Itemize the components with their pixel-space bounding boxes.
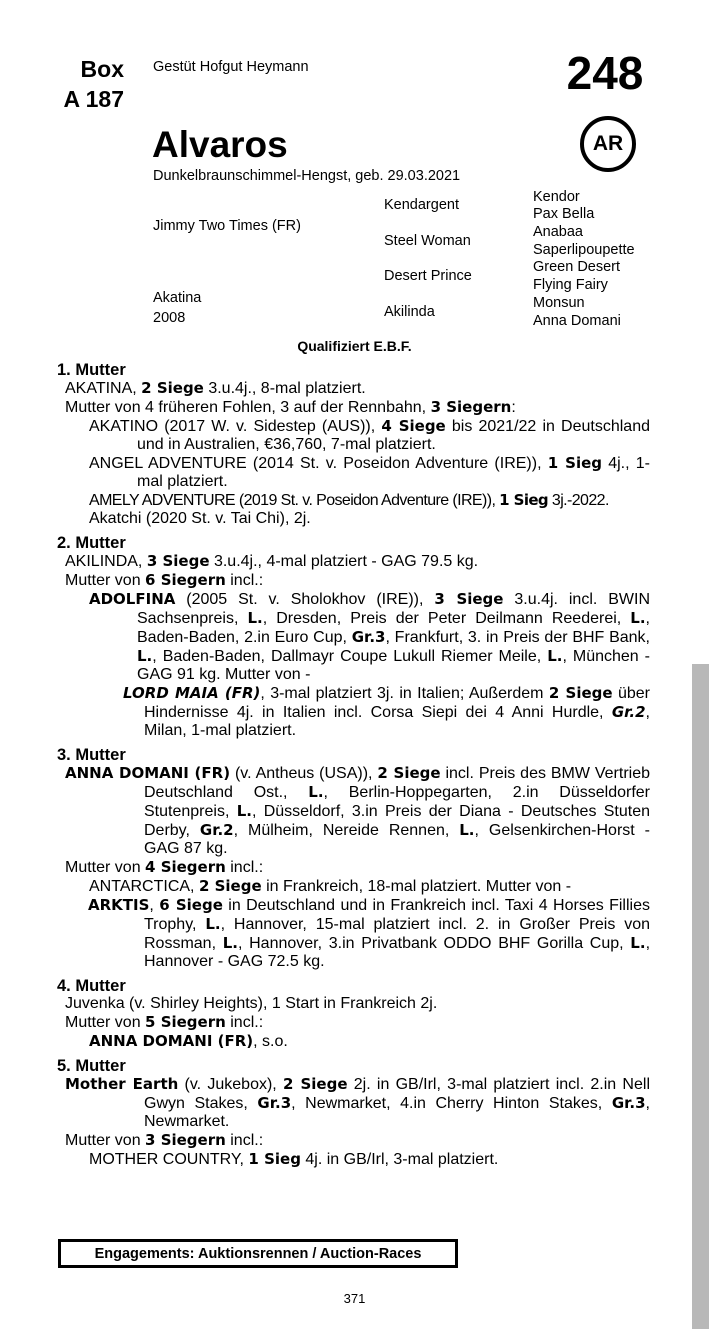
produce-entry: ANNA DOMANI (FR), s.o. (89, 1032, 288, 1050)
dam-record: AKILINDA, 3 Siege 3.u.4j., 4-mal platziert - GAG 79.5 kg. (65, 552, 479, 570)
produce-entry: ARKTIS, 6 Siege in Deutschland und in Frankreich incl. Taxi 4 Horses Fillies Trophy, L., Hannover, 15-mal platziert incl. 2. in Großer Preis von Rossman, L., Hannover, 3.in Privatbank ODDO BHF Gorilla Cup, L., Hannover - GAG 72.5 kg. (88, 896, 651, 970)
produce-summary: Mutter von 4 früheren Fohlen, 3 auf der Rennbahn, 3 Siegern: (65, 398, 516, 416)
page-number: 371 (343, 1291, 366, 1306)
section-1-mutter (57, 361, 650, 528)
dam-record: ANNA DOMANI (FR) (v. Antheus (USA)), 2 Siege incl. Preis des BMW Vertrieb Deutschland Ost., L., Berlin-Hoppegarten, 2.in Düsseldorfer Stutenpreis, L., Düsseldorf, 3.in Preis der Diana - Deutsches Stuten Derby, Gr.2, Mülheim, Nereide Rennen, L., Gelsenkirchen-Horst - GAG 87 kg. (65, 764, 651, 857)
section-title: 4. Mutter (57, 977, 126, 995)
dam-record: AKATINA, 2 Siege 3.u.4j., 8-mal platziert. (65, 379, 366, 397)
dam-record: Mother Earth (v. Jukebox), 2 Siege 2j. in GB/Irl, 3-mal platziert incl. 2.in Nell Gwyn Stakes, Gr.3, Newmarket, 4.in Cherry Hinton Stakes, Gr.3, Newmarket. (65, 1075, 650, 1130)
produce-entry: LORD MAIA (FR), 3-mal platziert 3j. in Italien; Außerdem 2 Siege über Hindernisse 4j. in Italien incl. Corsa Siepi dei 4 Anni Hurdle, Gr.2, Milan, 1-mal platziert. (123, 684, 650, 739)
pedigree-great-grandparent: Anabaa (533, 224, 583, 240)
pedigree-grandparent: Kendargent (384, 197, 459, 213)
breeder: Gestüt Hofgut Heymann (153, 59, 309, 75)
horse-name: Alvaros (152, 124, 288, 165)
section-2-mutter (57, 534, 650, 740)
dam-record: Juvenka (v. Shirley Heights), 1 Start in Frankreich 2j. (65, 995, 438, 1012)
produce-entry: AMELY ADVENTURE (2019 St. v. Poseidon Adventure (IRE)), 1 Sieg 3j.-2022. (89, 491, 609, 509)
pedigree-great-grandparent: Pax Bella (533, 206, 595, 222)
ar-badge-icon (580, 116, 636, 172)
pedigree-dam-year: 2008 (153, 310, 186, 326)
lot-number: 248 (566, 47, 644, 99)
box-line1: Box (80, 56, 124, 82)
engagements-text: Engagements: Auktionsrennen / Auction-Races (94, 1245, 422, 1262)
pedigree-sire: Jimmy Two Times (FR) (153, 218, 301, 234)
qualification: Qualifiziert E.B.F. (297, 338, 412, 354)
scrollbar[interactable] (692, 664, 709, 1329)
section-title: 5. Mutter (57, 1057, 126, 1075)
pedigree-great-grandparent: Kendor (533, 189, 580, 205)
produce-entry: ANGEL ADVENTURE (2014 St. v. Poseidon Adventure (IRE)), 1 Sieg 4j., 1-mal platziert. (89, 454, 651, 490)
pedigree-great-grandparent: Anna Domani (533, 313, 621, 329)
produce-summary: Mutter von 5 Siegern incl.: (65, 1013, 264, 1031)
pedigree-dam: Akatina (153, 290, 202, 306)
produce-summary: Mutter von 3 Siegern incl.: (65, 1131, 264, 1149)
produce-entry: MOTHER COUNTRY, 1 Sieg 4j. in GB/Irl, 3-mal platziert. (89, 1150, 499, 1168)
produce-entry: Akatchi (2020 St. v. Tai Chi), 2j. (89, 510, 311, 527)
produce-summary: Mutter von 4 Siegern incl.: (65, 858, 264, 876)
pedigree-great-grandparent: Green Desert (533, 259, 621, 275)
engagements-box (58, 1239, 458, 1268)
section-5-mutter (57, 1057, 650, 1169)
produce-entry: ANTARCTICA, 2 Siege in Frankreich, 18-mal platziert. Mutter von - (89, 877, 572, 895)
dam-line-content (57, 361, 650, 1175)
section-title: 2. Mutter (57, 534, 126, 552)
pedigree-grandparent: Desert Prince (384, 268, 472, 284)
box-label (60, 54, 124, 114)
box-line2: A 187 (63, 86, 124, 112)
pedigree-grandparent: Steel Woman (384, 233, 471, 249)
section-3-mutter (57, 746, 650, 971)
pedigree-great-grandparent: Flying Fairy (533, 277, 608, 293)
section-4-mutter (57, 977, 650, 1051)
horse-description: Dunkelbraunschimmel-Hengst, geb. 29.03.2021 (153, 168, 461, 184)
section-title: 1. Mutter (57, 361, 126, 379)
ar-badge-text: AR (592, 132, 624, 155)
produce-entry: AKATINO (2017 W. v. Sidestep (AUS)), 4 Siege bis 2021/22 in Deutschland und in Australien, €36,760, 7-mal platziert. (89, 417, 650, 453)
produce-entry: ADOLFINA (2005 St. v. Sholokhov (IRE)), 3 Siege 3.u.4j. incl. BWIN Sachsenpreis, L., Dresden, Preis der Peter Deilmann Reederei, L., Baden-Baden, 2.in Euro Cup, Gr.3, Frankfurt, 3. in Preis der BHF Bank, L., Baden-Baden, Dallmayr Coupe Lukull Riemer Meile, L., München - GAG 91 kg. Mutter von - (89, 590, 651, 683)
section-title: 3. Mutter (57, 746, 126, 764)
produce-summary: Mutter von 6 Siegern incl.: (65, 571, 264, 589)
pedigree-great-grandparent: Monsun (533, 295, 585, 311)
pedigree-grandparent: Akilinda (384, 304, 435, 320)
pedigree-great-grandparent: Saperlipoupette (533, 242, 635, 258)
